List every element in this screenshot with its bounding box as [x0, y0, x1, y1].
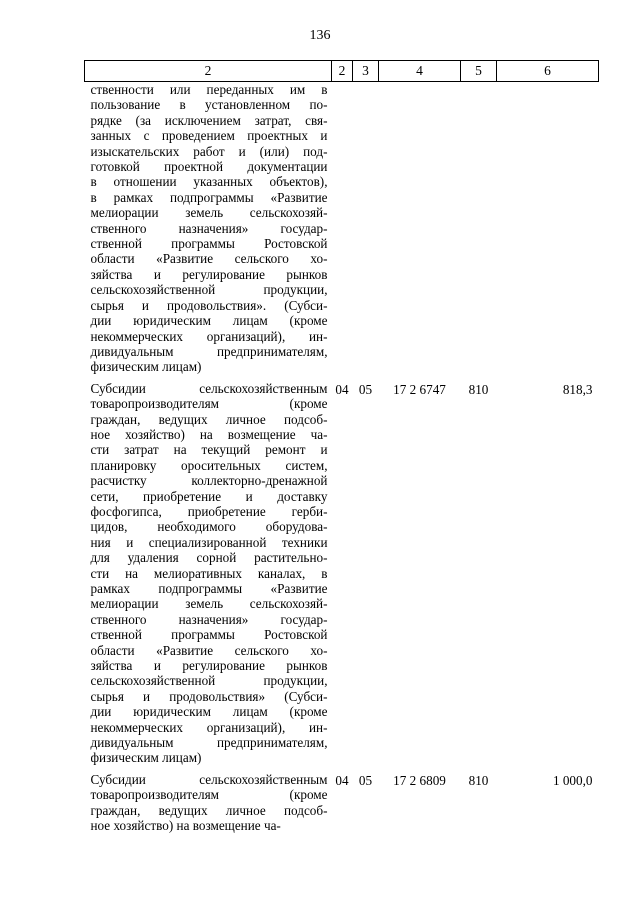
header-cell-subsection: 3	[353, 61, 379, 82]
row-target-article: 17 2 6747	[393, 381, 446, 397]
description-line: ственности или переданных им в	[90, 82, 328, 97]
table-row	[85, 772, 599, 834]
row-subsection-code	[353, 82, 379, 375]
description-line: товаропроизводителям (кроме	[90, 787, 328, 803]
description-line: мелиорации земель сельскохозяй-	[90, 596, 328, 612]
description-line: изыскательских работ и (или) под-	[90, 143, 328, 159]
row-amount: 1 000,0	[552, 772, 593, 788]
description-line: товаропроизводителям (кроме	[90, 396, 328, 412]
description-line: дии юридическим лицам (кроме	[90, 704, 328, 720]
description-line: пользование в установленном по-	[90, 97, 328, 113]
row-subsection-code: 05	[358, 772, 373, 788]
row-expense-type	[461, 82, 497, 375]
table-row	[85, 82, 599, 375]
description-line: ное хозяйство) на возмещение ча-	[90, 818, 281, 834]
header-cell-section: 2	[332, 61, 353, 82]
description-line: готовкой проектной документации	[90, 159, 328, 175]
row-amount: 818,3	[562, 381, 593, 397]
header-cell-description: 2	[85, 61, 332, 82]
description-line: области «Развитие сельского хо-	[90, 642, 328, 658]
description-line: занных с проведением проектных и	[90, 128, 328, 144]
description-line: дивидуальным предпринимателям,	[90, 343, 328, 359]
description-line: области «Развитие сельского хо-	[90, 251, 328, 267]
header-cell-target-article: 4	[379, 61, 461, 82]
description-line: расчистку коллекторно-дренажной	[90, 473, 328, 489]
description-line: дии юридическим лицам (кроме	[90, 313, 328, 329]
page-number: 136	[309, 28, 331, 43]
header-cell-amount: 6	[497, 61, 599, 82]
description-line: планировку оросительных систем,	[90, 457, 328, 473]
description-line: сти на мелиоративных каналах, в	[90, 565, 328, 581]
description-line: сельскохозяйственной продукции,	[90, 673, 328, 689]
description-line: ния и специализированной техники	[90, 534, 328, 550]
description-line: сырья и продовольствия» (Субси-	[90, 688, 328, 704]
row-section-code	[332, 82, 353, 375]
table-body	[85, 82, 599, 834]
header-row	[85, 61, 599, 82]
description-line: дивидуальным предпринимателям,	[90, 735, 328, 751]
row-description	[85, 772, 332, 834]
description-line: сети, приобретение и доставку	[90, 488, 328, 504]
description-line: в рамках подпрограммы «Развитие	[90, 189, 328, 205]
table-row	[85, 381, 599, 766]
description-line: в отношении указанных объектов),	[90, 174, 328, 190]
header-cell-expense-type: 5	[461, 61, 497, 82]
row-subsection-code: 05	[358, 381, 373, 397]
description-line: цидов, необходимого оборудова-	[90, 519, 328, 535]
budget-table	[84, 60, 599, 834]
row-expense-type: 810	[468, 772, 489, 788]
description-line: ное хозяйство) на возмещение ча-	[90, 426, 328, 442]
description-line: ственной программы Ростовской	[90, 236, 328, 252]
description-line: фосфогипса, приобретение герби-	[90, 503, 328, 519]
description-line: ственного назначения» государ-	[90, 220, 328, 236]
row-section-code: 04	[335, 772, 349, 788]
description-line: физическим лицам)	[90, 359, 202, 375]
description-line: зяйства и регулирование рынков	[90, 658, 328, 674]
row-description	[85, 381, 332, 766]
description-line: сти затрат на текущий ремонт и	[90, 442, 328, 458]
description-line: граждан, ведущих личное подсоб-	[90, 802, 328, 818]
description-line: рядке (за исключением затрат, свя-	[90, 112, 328, 128]
description-line: Субсидии сельскохозяйственным	[90, 380, 328, 396]
description-line: ственного назначения» государ-	[90, 611, 328, 627]
description-line: граждан, ведущих личное подсоб-	[90, 411, 328, 427]
description-line: физическим лицам)	[90, 750, 202, 766]
description-line: для удаления сорной растительно-	[90, 550, 328, 566]
row-amount	[497, 82, 599, 375]
row-target-article: 17 2 6809	[393, 772, 446, 788]
row-target-article	[379, 82, 461, 375]
row-section-code: 04	[335, 381, 349, 397]
description-line: ственной программы Ростовской	[90, 627, 328, 643]
row-description	[85, 82, 332, 375]
description-line: сельскохозяйственной продукции,	[90, 282, 328, 298]
description-line: зяйства и регулирование рынков	[90, 266, 328, 282]
description-line: рамках подпрограммы «Развитие	[90, 581, 328, 596]
description-line: мелиорации земель сельскохозяй-	[90, 205, 328, 221]
description-line: сырья и продовольствия». (Субси-	[90, 297, 328, 313]
description-line: некоммерческих организаций), ин-	[90, 328, 328, 344]
row-expense-type: 810	[468, 381, 489, 397]
description-line: Субсидии сельскохозяйственным	[90, 771, 328, 787]
description-line: некоммерческих организаций), ин-	[90, 719, 328, 735]
